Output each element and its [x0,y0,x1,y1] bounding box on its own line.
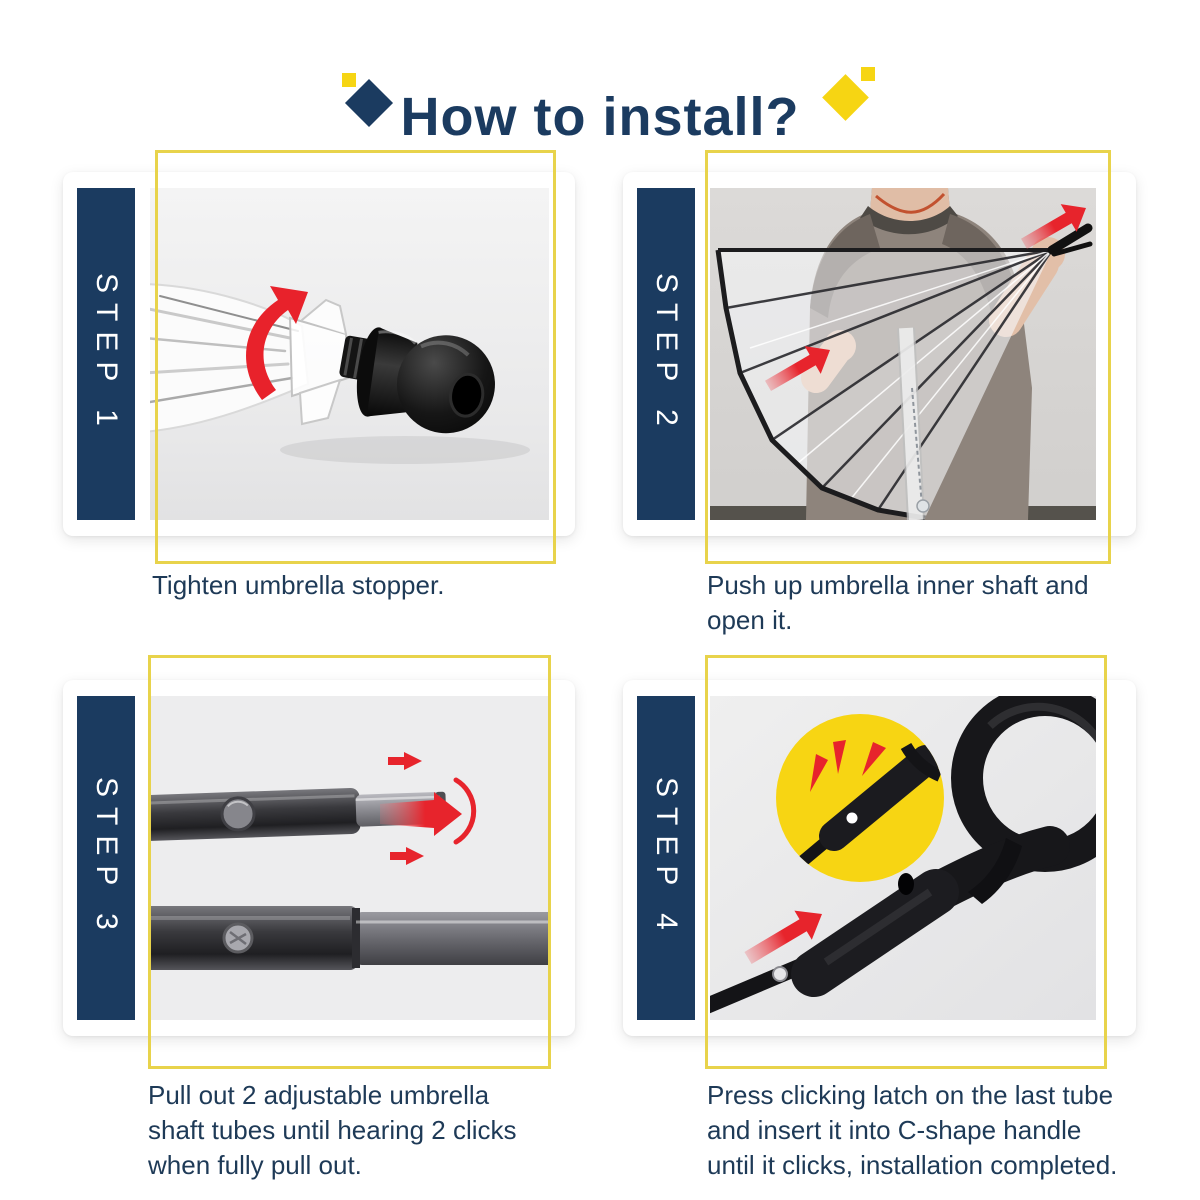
step-label: STEP 4 [650,776,683,940]
step-caption [152,568,582,603]
latch-pin [773,967,787,981]
caption-line: until it clicks, installation completed. [707,1150,1118,1180]
step-label: STEP 2 [650,272,683,436]
lower-tube [150,906,549,970]
yellow-square-icon [861,67,875,81]
step-label-bar [637,696,695,1020]
umbrella-stopper-photo [150,188,549,520]
step-caption [707,1078,1200,1183]
caption-line: open it. [707,605,793,635]
step-caption [148,1078,598,1183]
step-label-bar [77,696,135,1020]
click-detail-inset [776,714,944,882]
shaft-tubes-illustration [150,696,549,1020]
latch-button [847,813,858,824]
step-label-bar [637,188,695,520]
handle-latch-photo [710,696,1096,1020]
open-umbrella-illustration [710,188,1096,520]
caption-line: Tighten umbrella stopper. [152,570,445,600]
caption-line: and insert it into C-shape handle [707,1115,1082,1145]
step-caption [707,568,1200,638]
umbrella-stopper-illustration [150,188,549,520]
page-title: How to install? [400,87,800,148]
step-label-bar [77,188,135,520]
caption-line: shaft tubes until hearing 2 clicks [148,1115,517,1145]
shaft-tubes-photo [150,696,549,1020]
handle-hole [898,873,914,895]
yellow-square-icon [342,73,356,87]
caption-line: Pull out 2 adjustable umbrella [148,1080,490,1110]
caption-line: Push up umbrella inner shaft and [707,570,1089,600]
step-label: STEP 1 [90,272,123,436]
step-label: STEP 3 [90,776,123,940]
open-umbrella-photo [710,188,1096,520]
handle-latch-illustration [710,696,1096,1020]
caption-line: Press clicking latch on the last tube [707,1080,1114,1110]
caption-line: when fully pull out. [148,1150,362,1180]
